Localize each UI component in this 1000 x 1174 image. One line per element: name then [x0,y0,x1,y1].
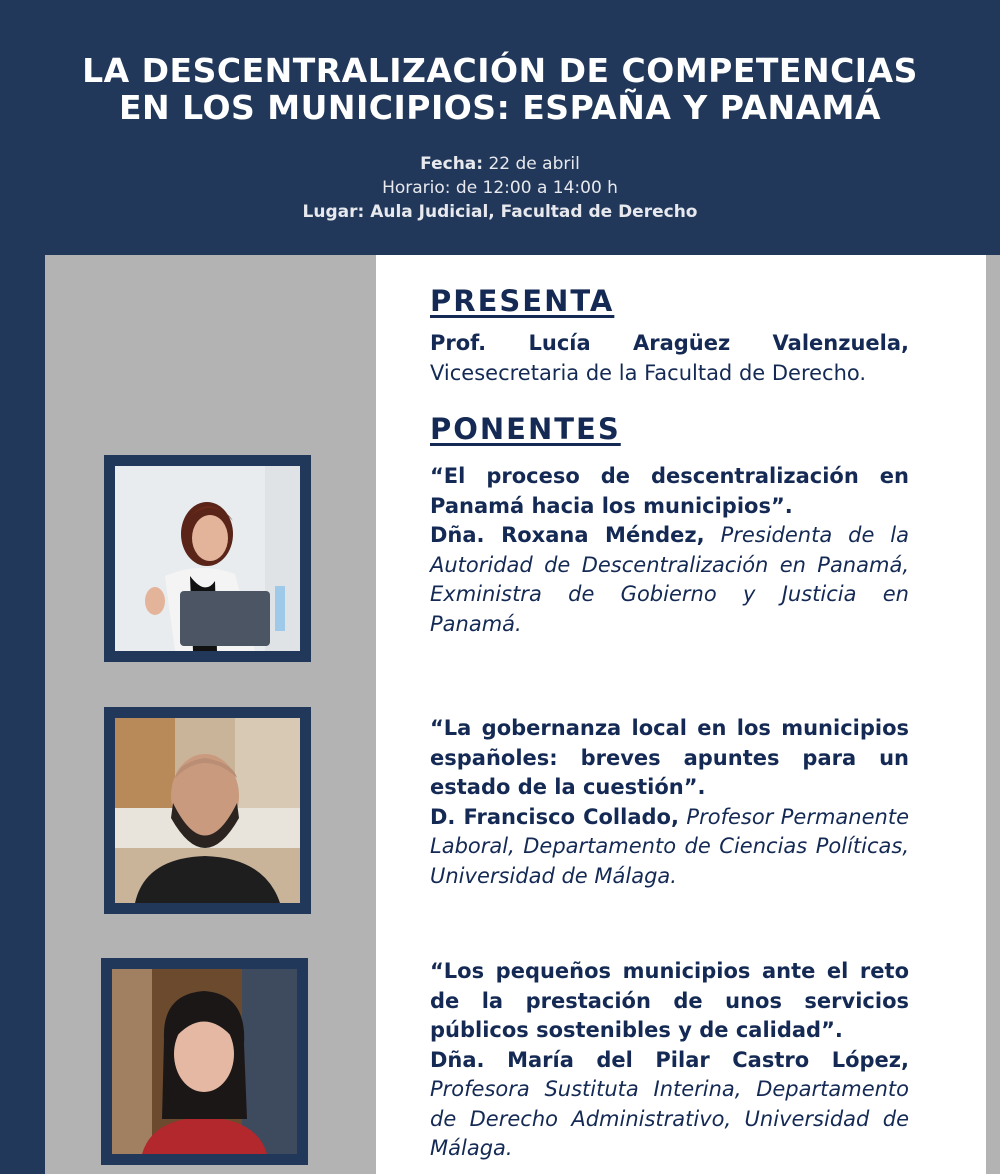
page-title [0,52,1000,126]
fecha-label: Fecha: [420,154,484,174]
presenta-block [430,329,909,388]
fecha-line [0,152,1000,176]
talk-title: “Los pequeños municipios ante el reto de la prestación de unos servicios públicos sostenibles y de calidad”. [430,959,909,1042]
title-line-1: LA DESCENTRALIZACIÓN DE COMPETENCIAS [82,51,918,90]
right-gray-strip [986,255,1000,1174]
lugar-line: Lugar: Aula Judicial, Facultad de Derecho [302,202,698,222]
event-info [0,152,1000,224]
talk-title: “El proceso de descentralización en Panamá hacia los municipios”. [430,464,909,518]
header-banner [0,0,1000,255]
speaker-role: Profesor Permanente Laboral, Departamento de Ciencias Políticas, Universidad de Málaga. [430,804,909,888]
speaker-entry-3 [430,957,909,1164]
speaker-name: D. Francisco Collado, [430,804,679,829]
horario-line: Horario: de 12:00 a 14:00 h [382,178,618,198]
ponentes-heading: PONENTES [430,412,621,446]
speaker-photo-maria-pilar [101,958,308,1165]
speaker-entry-2 [430,714,909,891]
speaker-photo-francisco [104,707,311,914]
speaker-role: Profesora Sustituta Interina, Departamento de Derecho Administrativo, Universidad de Málaga. [430,1077,909,1160]
presenter-role: Vicesecretaria de la Facultad de Derecho. [430,360,867,385]
fecha-value: 22 de abril [483,154,580,174]
title-line-2: EN LOS MUNICIPIOS: ESPAÑA Y PANAMÁ [118,88,882,127]
speaker-name: Dña. Roxana Méndez, [430,523,705,547]
speaker-photo-roxana [104,455,311,662]
talk-title: “La gobernanza local en los municipios españoles: breves apuntes para un estado de la cuestión”. [430,716,909,799]
speaker-entry-1 [430,462,909,639]
presenta-heading: PRESENTA [430,284,615,318]
speaker-name: Dña. María del Pilar Castro López, [430,1047,909,1072]
presenter-name: Prof. Lucía Aragüez Valenzuela, [430,331,909,355]
speaker-role: Presidenta de la Autoridad de Descentralización en Panamá, Exministra de Gobierno y Justicia en Panamá. [430,523,909,636]
